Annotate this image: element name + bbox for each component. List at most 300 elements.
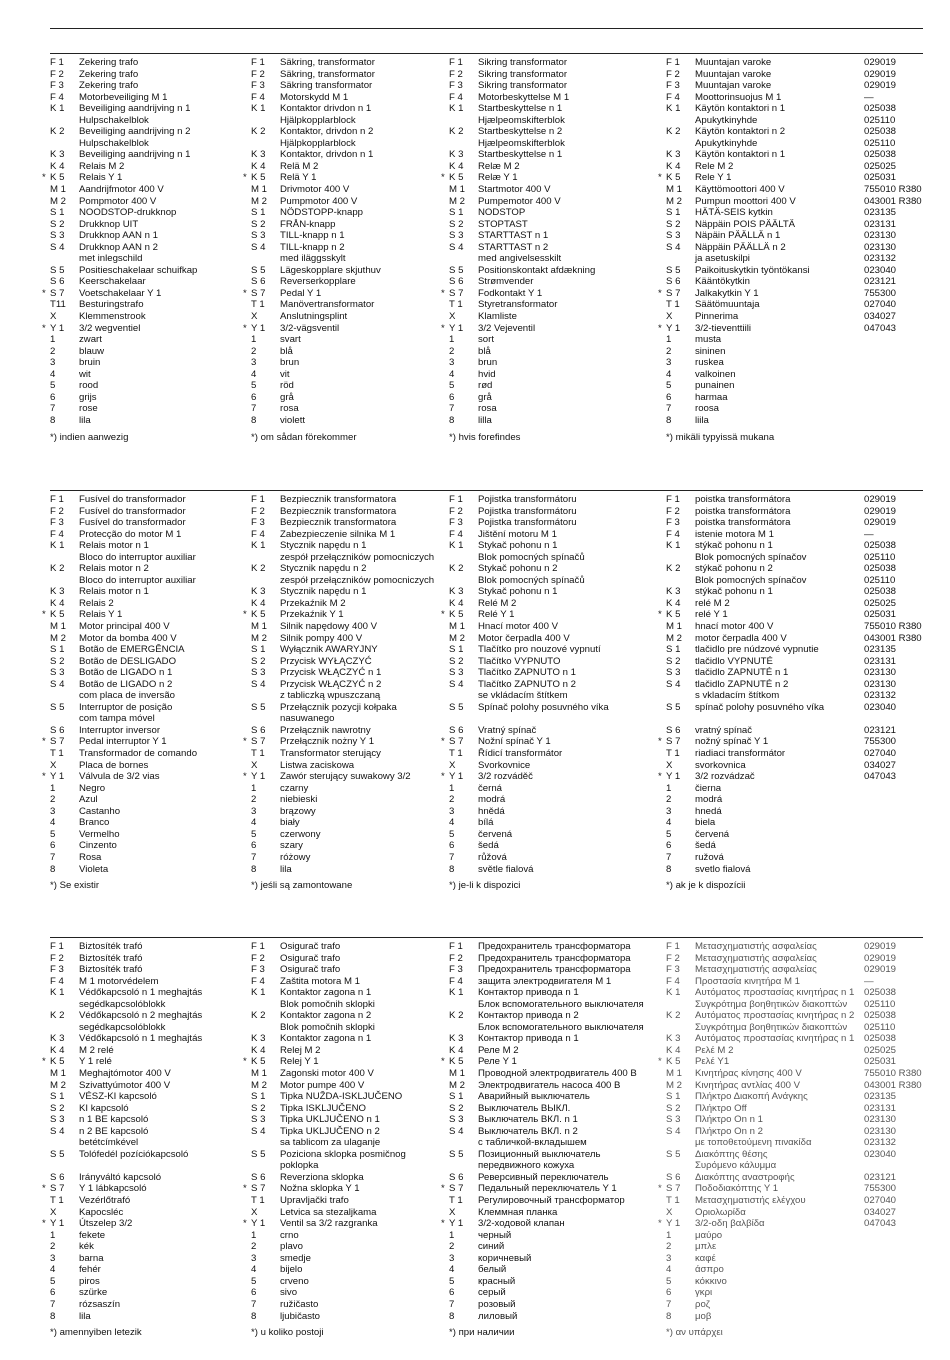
item-description: fehér xyxy=(79,1264,101,1276)
item-code: X xyxy=(449,759,456,771)
item-description: z tabliczką wpuszczaną xyxy=(280,690,381,702)
item-code: S 6 xyxy=(666,276,681,288)
item-description: Συγκρότημα βοηθητικών διακοπτών xyxy=(695,1021,848,1033)
item-description: liila xyxy=(695,414,709,426)
item-code: S 5 xyxy=(449,264,464,276)
item-description: röd xyxy=(280,380,294,392)
item-code: M 1 xyxy=(251,1068,267,1080)
item-code: F 3 xyxy=(449,80,463,92)
item-code: S 2 xyxy=(449,1102,464,1114)
item-description: Motor da bomba 400 V xyxy=(79,632,177,644)
item-description: Relé M 2 xyxy=(478,597,517,609)
item-description: Αυτόματος προστασίας κινητήρας n 1 xyxy=(695,987,855,999)
item-description: Vermelho xyxy=(79,828,120,840)
item-description: Apukytkinyhde xyxy=(695,137,758,149)
item-code: 6 xyxy=(666,391,672,403)
item-description: Fodkontakt Y 1 xyxy=(478,287,543,299)
item-description: Выключатель ВЫКЛ. xyxy=(478,1102,571,1114)
item-code: S 6 xyxy=(251,724,266,736)
item-code: M 1 xyxy=(666,1068,682,1080)
item-code: 5 xyxy=(251,828,257,840)
item-description: hvid xyxy=(478,368,496,380)
item-description: Motorbeveiliging M 1 xyxy=(79,91,168,103)
item-code: 1 xyxy=(50,1229,56,1241)
item-description: motor čerpadla 400 V xyxy=(695,632,787,644)
item-code: K 2 xyxy=(50,563,65,575)
item-code: K 2 xyxy=(666,563,681,575)
item-code: 3 xyxy=(251,1252,257,1264)
item-description: Svorkovnice xyxy=(478,759,531,771)
item-description: Pojistka transformátoru xyxy=(478,517,577,529)
item-description: VÉSZ-KI kapcsoló xyxy=(79,1091,157,1103)
item-code: M 2 xyxy=(449,1079,465,1091)
item-description: 3/2-ходовой клапан xyxy=(478,1218,565,1230)
item-description: Biztosíték trafó xyxy=(79,964,143,976)
item-description: защита электродвигателя M 1 xyxy=(478,975,612,987)
item-code: 2 xyxy=(251,1241,257,1253)
item-code: S 3 xyxy=(251,230,266,242)
part-number: 047043 xyxy=(864,771,897,783)
item-code: S 1 xyxy=(50,207,65,219)
item-code: 6 xyxy=(251,391,257,403)
item-description: Lägeskopplare skjuthuv xyxy=(280,264,381,276)
item-description: Motor principal 400 V xyxy=(79,621,170,633)
item-description: Hnací motor 400 V xyxy=(478,621,558,633)
item-code: F 2 xyxy=(251,68,265,80)
item-code: T 1 xyxy=(50,1195,64,1207)
part-number: 025031 xyxy=(864,1056,897,1068)
item-description: STOPTAST xyxy=(478,218,528,230)
item-description: Tipka NUŽDA-ISKLJUČENO xyxy=(280,1091,403,1103)
item-description: Bezpiecznik transformatora xyxy=(280,505,397,517)
item-description: черный xyxy=(478,1229,512,1241)
item-description: blauw xyxy=(79,345,105,357)
item-description: Apukytkinyhde xyxy=(695,114,758,126)
part-number: 755010 R380 xyxy=(864,1068,922,1080)
item-description: Interruptor de posição xyxy=(79,701,173,713)
item-code: 2 xyxy=(666,794,672,806)
item-description: růžová xyxy=(478,851,507,863)
part-number: 023130 xyxy=(864,678,897,690)
item-description: Πλήκτρο On n 2 xyxy=(695,1125,763,1137)
item-description: Kääntökytkin xyxy=(695,276,750,288)
item-description: Przycisk WŁĄCZYĆ n 1 xyxy=(280,667,382,679)
item-description: Συρόμενο κάλυμμα xyxy=(695,1160,777,1172)
item-code: F 1 xyxy=(449,494,463,505)
item-code: S 5 xyxy=(251,1148,266,1160)
item-code: Y 1 xyxy=(251,1218,266,1230)
item-description: Styretransformator xyxy=(478,299,558,311)
item-code: T 1 xyxy=(251,299,265,311)
item-description: Tlačítko ZAPNUTO n 1 xyxy=(478,667,576,679)
item-description: Motor pumpe 400 V xyxy=(280,1079,365,1091)
item-description: rosa xyxy=(280,403,299,415)
item-description: M 2 relé xyxy=(79,1044,114,1056)
part-number: 025038 xyxy=(864,103,897,115)
item-code: K 1 xyxy=(449,103,464,115)
item-description: Y 1 lábkapcsoló xyxy=(79,1183,147,1195)
item-code: S 7 xyxy=(251,287,266,299)
part-number: 023130 xyxy=(864,667,897,679)
item-code: 2 xyxy=(449,794,455,806)
item-code: M 2 xyxy=(50,1079,66,1091)
item-code: 2 xyxy=(50,794,56,806)
part-number: 025110 xyxy=(864,1021,896,1033)
item-description: ruskea xyxy=(695,357,724,369)
item-description: Pumpemotor 400 V xyxy=(478,195,561,207)
item-description: bílá xyxy=(478,817,494,829)
item-description: blå xyxy=(280,345,293,357)
item-description: rose xyxy=(79,403,98,415)
item-code: 3 xyxy=(666,805,672,817)
item-description: tlačidlo ZAPNUTÉ n 2 xyxy=(695,678,789,690)
item-description: poistka transformátora xyxy=(695,505,791,517)
footnote: *) ak je k dispozícii xyxy=(666,880,746,892)
item-code: 7 xyxy=(50,1298,56,1310)
item-description: zwart xyxy=(79,334,102,346)
item-code: S 2 xyxy=(666,1102,681,1114)
item-code: 2 xyxy=(449,1241,455,1253)
item-description: tlačidlo VYPNUTÉ xyxy=(695,655,773,667)
item-description: Stykač pohonu n 1 xyxy=(478,540,558,552)
item-description: plavo xyxy=(280,1241,303,1253)
item-code: S 3 xyxy=(666,667,681,679)
item-description: Drukknop UIT xyxy=(79,218,139,230)
item-description: κόκκινο xyxy=(695,1275,727,1287)
item-code: K 3 xyxy=(666,1033,681,1045)
item-description: Muuntajan varoke xyxy=(695,57,772,68)
item-code: X xyxy=(666,311,673,323)
item-description: Relæ M 2 xyxy=(478,160,520,172)
item-code: S 4 xyxy=(251,241,266,253)
item-description: Sikring transformator xyxy=(478,80,568,92)
item-description: svorkovnica xyxy=(695,759,746,771)
item-code: S 3 xyxy=(666,1114,681,1126)
item-description: Przełącznik pozycji kołpaka xyxy=(280,701,397,713)
item-code: 4 xyxy=(449,817,455,829)
part-number: 025038 xyxy=(864,149,897,161)
item-description: Πλήκτρο On n 1 xyxy=(695,1114,763,1126)
item-description: Πλήκτρο Off xyxy=(695,1102,747,1114)
item-description: modrá xyxy=(478,794,506,806)
part-number: 027040 xyxy=(864,748,897,760)
item-description: Keerschakelaar xyxy=(79,276,146,288)
item-description: Zawór sterujący suwakowy 3/2 xyxy=(280,771,411,783)
optional-marker: * xyxy=(42,609,46,621)
item-code: 5 xyxy=(666,1275,672,1287)
item-code: Y 1 xyxy=(251,771,266,783)
footnote: *) indien aanwezig xyxy=(50,431,129,443)
optional-marker: * xyxy=(243,771,247,783)
item-code: F 4 xyxy=(50,975,64,987)
part-number: 043001 R380 xyxy=(864,1079,922,1091)
item-description: Reverserkopplare xyxy=(280,276,356,288)
optional-marker: * xyxy=(42,1056,46,1068)
item-code: 1 xyxy=(449,1229,455,1241)
item-code: X xyxy=(251,311,258,323)
part-number: — xyxy=(864,975,874,987)
part-number: 025038 xyxy=(864,540,897,552)
optional-marker: * xyxy=(243,1218,247,1230)
optional-marker: * xyxy=(243,1056,247,1068)
item-description: Предохранитель трансформатора xyxy=(478,952,631,964)
item-code: S 1 xyxy=(251,1091,266,1103)
item-code: S 7 xyxy=(666,736,681,748)
item-description: lila xyxy=(79,1310,91,1322)
item-code: S 7 xyxy=(449,287,464,299)
item-description: Συγκρότημα βοηθητικών διακοπτών xyxy=(695,998,848,1010)
item-code: X xyxy=(251,1206,258,1218)
item-code: X xyxy=(666,1206,673,1218)
item-description: Botão de LIGADO n 2 xyxy=(79,678,173,690)
item-code: S 1 xyxy=(666,644,681,656)
item-code: 7 xyxy=(251,1298,257,1310)
part-number: 755300 xyxy=(864,1183,897,1195)
item-code: 4 xyxy=(666,817,672,829)
item-description: červená xyxy=(478,828,513,840)
part-number: 025110 xyxy=(864,114,896,126)
item-description: nožný spínač Y 1 xyxy=(695,736,769,748)
item-description: Tipka UKLJUČENO n 1 xyxy=(280,1114,380,1126)
item-code: S 2 xyxy=(251,218,266,230)
optional-marker: * xyxy=(658,1218,662,1230)
item-code: F 4 xyxy=(50,528,64,540)
item-description: Предохранитель трансформатора xyxy=(478,964,631,976)
item-description: Violeta xyxy=(79,863,109,875)
item-code: K 5 xyxy=(50,609,65,621)
item-code: S 3 xyxy=(251,667,266,679)
item-description: Ρελέ Y1 xyxy=(695,1056,730,1068)
part-number: 025038 xyxy=(864,1033,897,1045)
item-code: T11 xyxy=(50,299,66,311)
item-description: rood xyxy=(79,380,99,392)
optional-marker: * xyxy=(658,736,662,748)
part-number: 029019 xyxy=(864,57,897,68)
item-description: kék xyxy=(79,1241,94,1253)
item-code: 5 xyxy=(50,1275,56,1287)
optional-marker: * xyxy=(658,287,662,299)
part-number: 029019 xyxy=(864,80,897,92)
optional-marker: * xyxy=(42,1218,46,1230)
item-code: K 2 xyxy=(449,1010,464,1022)
item-description: rød xyxy=(478,380,493,392)
item-code: 1 xyxy=(449,782,455,794)
item-code: K 3 xyxy=(449,149,464,161)
optional-marker: * xyxy=(42,736,46,748)
item-description: Placa de bornes xyxy=(79,759,149,771)
item-description: Pojistka transformátoru xyxy=(478,505,577,517)
item-code: 3 xyxy=(251,357,257,369)
part-number: 755300 xyxy=(864,287,897,299)
item-description: lila xyxy=(79,414,91,426)
item-code: 8 xyxy=(449,863,455,875)
item-code: S 2 xyxy=(251,1102,266,1114)
item-description: HÄTÄ-SEIS kytkin xyxy=(695,207,773,219)
item-description: Näppäin PÄÄLLÄ n 2 xyxy=(695,241,786,253)
item-description: brązowy xyxy=(280,805,316,817)
item-code: F 4 xyxy=(449,528,463,540)
part-number: 023131 xyxy=(864,218,897,230)
item-code: M 1 xyxy=(251,184,267,196)
item-description: Transformator sterujący xyxy=(280,748,381,760)
part-number: 025031 xyxy=(864,172,897,184)
item-description: Käytön kontaktori n 2 xyxy=(695,126,786,138)
item-code: T 1 xyxy=(666,748,680,760)
item-code: S 1 xyxy=(449,207,464,219)
item-description: hnědá xyxy=(478,805,505,817)
item-code: S 6 xyxy=(666,1171,681,1183)
item-description: NOODSTOP-drukknop xyxy=(79,207,177,219)
item-code: M 2 xyxy=(50,195,66,207)
part-number: 025110 xyxy=(864,998,896,1010)
item-code: K 1 xyxy=(666,103,681,115)
item-code: S 5 xyxy=(666,1148,681,1160)
item-code: F 1 xyxy=(50,494,64,505)
top-rule xyxy=(50,28,923,29)
item-code: 3 xyxy=(666,1252,672,1264)
item-description: Käytön kontaktori n 1 xyxy=(695,149,786,161)
item-code: S 3 xyxy=(50,1114,65,1126)
item-code: F 1 xyxy=(251,494,265,505)
item-description: Fusível do transformador xyxy=(79,517,186,529)
part-number: 025110 xyxy=(864,574,896,586)
item-code: S 3 xyxy=(666,230,681,242)
item-description: Позиционный выключатель xyxy=(478,1148,601,1160)
item-description: белый xyxy=(478,1264,507,1276)
item-code: 6 xyxy=(50,840,56,852)
item-code: M 1 xyxy=(50,621,66,633)
item-code: 7 xyxy=(666,403,672,415)
item-description: NODSTOP xyxy=(478,207,526,219)
item-description: svart xyxy=(280,334,301,346)
item-description: Motorskydd M 1 xyxy=(280,91,349,103)
item-code: F 1 xyxy=(449,941,463,952)
optional-marker: * xyxy=(243,322,247,334)
item-code: S 1 xyxy=(251,207,266,219)
item-code: 5 xyxy=(666,380,672,392)
item-description: μοβ xyxy=(695,1310,712,1322)
item-description: šedá xyxy=(695,840,716,852)
item-description: Silnik napędowy 400 V xyxy=(280,621,378,633)
part-number: 025038 xyxy=(864,586,897,598)
item-description: Блок вспомогательного выключателя xyxy=(478,1021,644,1033)
item-description: czerwony xyxy=(280,828,321,840)
item-description: Relais motor n 2 xyxy=(79,563,149,575)
item-description: Muuntajan varoke xyxy=(695,68,772,80)
item-code: T 1 xyxy=(449,299,463,311)
part-number: 023130 xyxy=(864,230,897,242)
item-code: Y 1 xyxy=(449,771,464,783)
item-description: KI kapcsoló xyxy=(79,1102,129,1114)
item-description: Κινητήρας αντλίας 400 V xyxy=(695,1079,801,1091)
item-description: sort xyxy=(478,334,494,346)
item-code: X xyxy=(50,311,57,323)
item-code: S 5 xyxy=(449,1148,464,1160)
item-description: Motor čerpadla 400 V xyxy=(478,632,570,644)
item-code: K 3 xyxy=(50,149,65,161)
part-number: 023121 xyxy=(864,724,897,736)
item-description: лиловый xyxy=(478,1310,518,1322)
item-code: 5 xyxy=(50,380,56,392)
item-code: K 2 xyxy=(449,126,464,138)
item-code: 1 xyxy=(50,334,56,346)
item-description: Stycznik napędu n 1 xyxy=(280,540,367,552)
item-code: S 2 xyxy=(666,218,681,230)
footnote: *) Se existir xyxy=(50,880,100,892)
item-description: Botão de EMERGÊNCIA xyxy=(79,644,185,656)
item-code: K 5 xyxy=(666,609,681,621)
item-description: Przekaźnik M 2 xyxy=(280,597,346,609)
optional-marker: * xyxy=(243,1183,247,1195)
item-code: 1 xyxy=(666,334,672,346)
item-description: rózsaszín xyxy=(79,1298,121,1310)
item-description: Relä M 2 xyxy=(280,160,319,172)
item-description: TILL-knapp n 2 xyxy=(280,241,345,253)
item-code: S 1 xyxy=(666,1091,681,1103)
item-description: sivo xyxy=(280,1287,298,1299)
item-code: K 4 xyxy=(449,1044,464,1056)
item-description: segédkapcsolóblokk xyxy=(79,998,166,1010)
item-description: γκρι xyxy=(695,1287,713,1299)
item-code: F 1 xyxy=(50,57,64,68)
item-description: TILL-knapp n 1 xyxy=(280,230,345,242)
item-code: Y 1 xyxy=(251,322,266,334)
item-code: F 3 xyxy=(449,964,463,976)
item-code: 3 xyxy=(50,805,56,817)
item-code: F 4 xyxy=(449,91,463,103)
part-number: 023040 xyxy=(864,1148,897,1160)
item-description: Positionskontakt afdækning xyxy=(478,264,596,276)
item-description: Interruptor inversor xyxy=(79,724,161,736)
item-description: Διακόπτης θέσης xyxy=(695,1148,768,1160)
part-number: 023132 xyxy=(864,690,897,702)
item-description: Startbeskyttelse n 2 xyxy=(478,126,563,138)
item-description: Pinnerima xyxy=(695,311,739,323)
optional-marker: * xyxy=(441,736,445,748)
item-description: Проводной электродвигатель 400 В xyxy=(478,1068,637,1080)
item-code: K 2 xyxy=(251,126,266,138)
item-code: K 4 xyxy=(666,597,681,609)
item-code: X xyxy=(50,759,57,771)
item-code: S 5 xyxy=(666,701,681,713)
item-code: 4 xyxy=(666,1264,672,1276)
item-code: 6 xyxy=(251,1287,257,1299)
item-description: nasuwanego xyxy=(280,713,335,725)
item-description: fekete xyxy=(79,1229,106,1241)
item-description: Relej M 2 xyxy=(280,1044,321,1056)
item-code: 7 xyxy=(666,851,672,863)
item-description: Przekaźnik Y 1 xyxy=(280,609,344,621)
optional-marker: * xyxy=(658,322,662,334)
part-number: 755300 xyxy=(864,736,897,748)
item-description: Castanho xyxy=(79,805,121,817)
part-number: 029019 xyxy=(864,941,897,952)
item-code: 7 xyxy=(251,403,257,415)
item-code: K 2 xyxy=(50,1010,65,1022)
item-description: Käyttömoottori 400 V xyxy=(695,184,785,196)
item-code: S 4 xyxy=(666,241,681,253)
item-description: Klemmenstrook xyxy=(79,311,146,323)
item-description: NÖDSTOPP-knapp xyxy=(280,207,363,219)
item-description: Cinzento xyxy=(79,840,117,852)
item-code: K 5 xyxy=(449,1056,464,1068)
item-description: Botão de LIGADO n 1 xyxy=(79,667,173,679)
item-description: Przełącznik nożny Y 1 xyxy=(280,736,375,748)
item-description: n 2 BE kapcsoló xyxy=(79,1125,149,1137)
optional-marker: * xyxy=(243,287,247,299)
item-description: Upravljački trafo xyxy=(280,1195,349,1207)
item-code: 8 xyxy=(50,863,56,875)
